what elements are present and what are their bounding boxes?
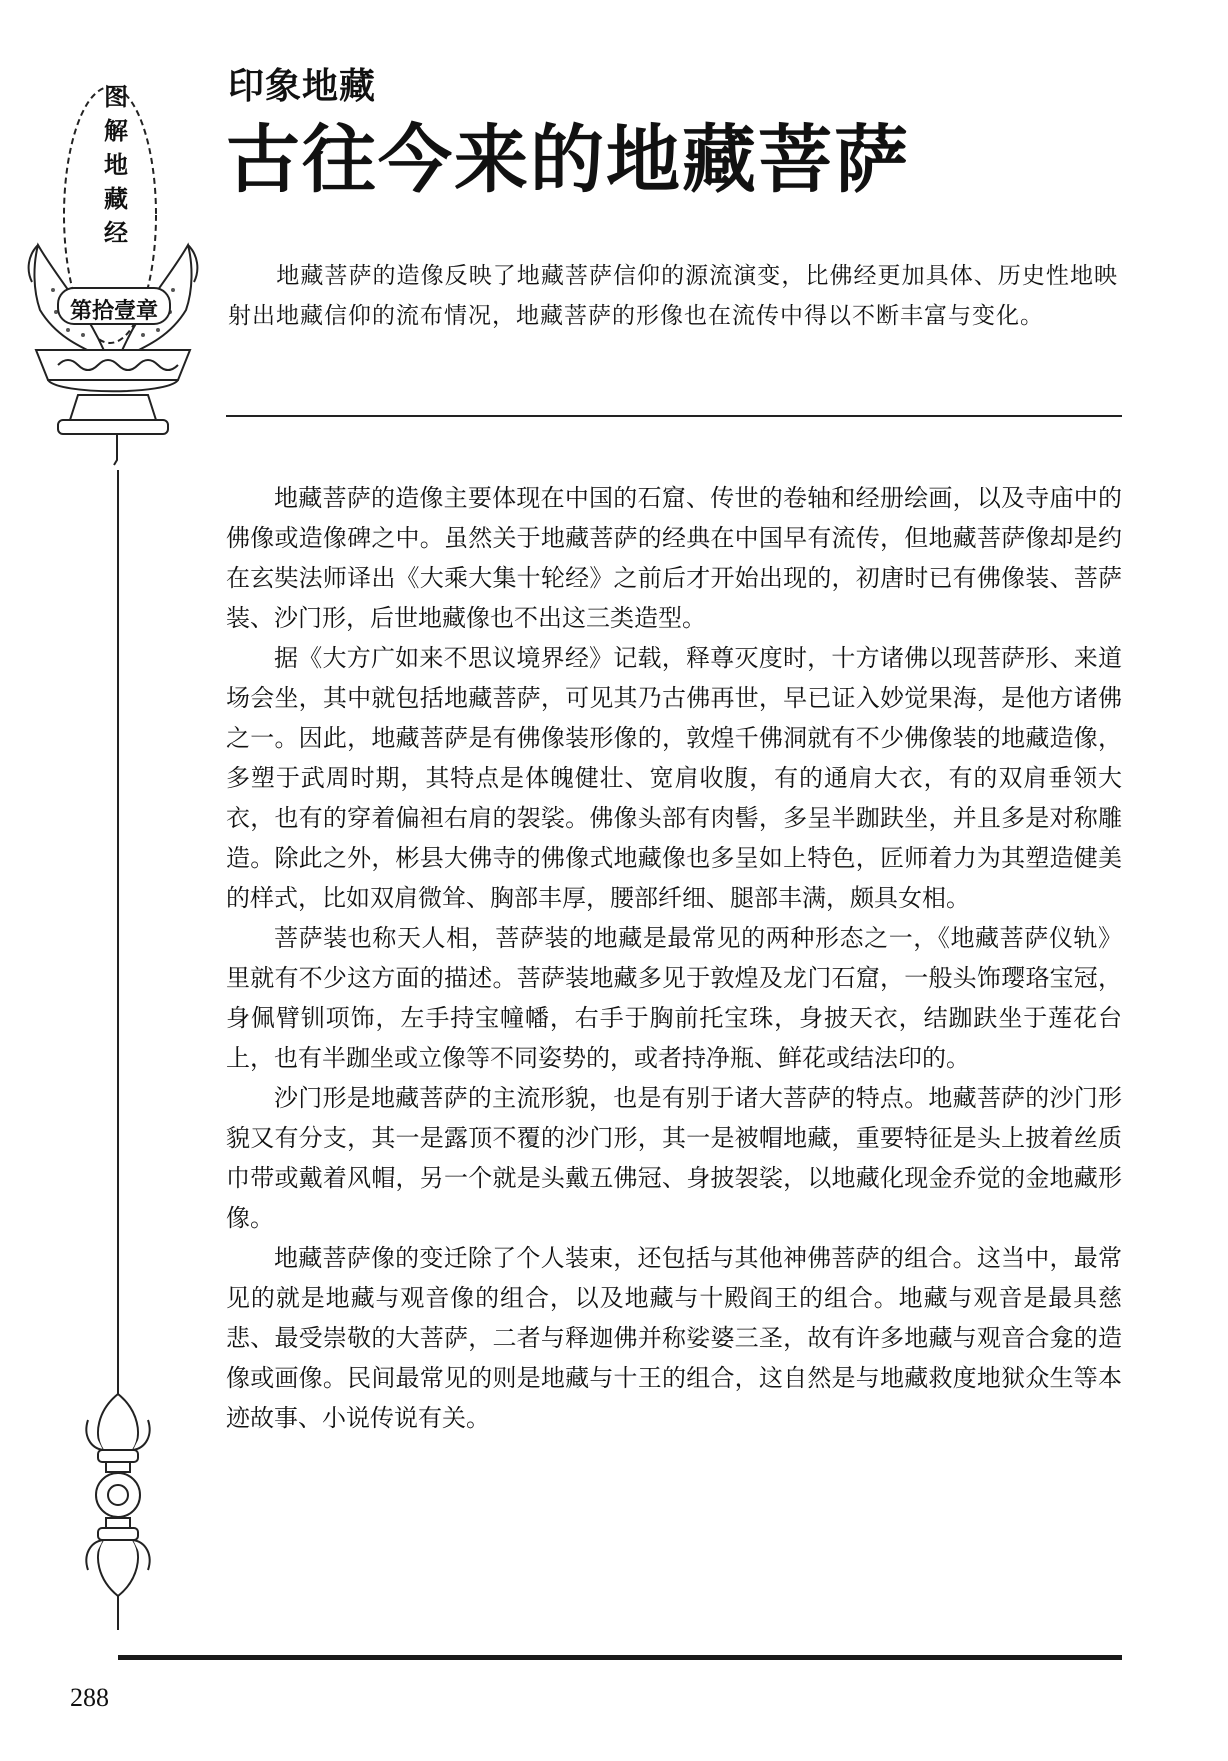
intro-paragraph: 地藏菩萨的造像反映了地藏菩萨信仰的源流演变，比佛经更加具体、历史性地映射出地藏信仰的流布情况，地藏菩萨的形像也在流传中得以不断丰富与变化。 <box>228 263 1118 329</box>
body-paragraph-5: 地藏菩萨像的变迁除了个人装束，还包括与其他神佛菩萨的组合。这当中，最常见的就是地藏与观音像的组合，以及地藏与十殿阎王的组合。地藏与观音是最具慈悲、最受崇敬的大菩萨，二者与释迦佛并称娑婆三圣，故有许多地藏与观音合龛的造像或画像。民间最常见的则是地藏与十王的组合，这自然是与地藏救度地狱众生等本迹故事、小说传说有关。 <box>226 1244 1122 1432</box>
body-paragraph-4: 沙门形是地藏菩萨的主流形貌，也是有别于诸大菩萨的特点。地藏菩萨的沙门形貌又有分支，其一是露顶不覆的沙门形，其一是被帽地藏，重要特征是头上披着丝质巾带或戴着风帽，另一个就是头戴五佛冠、身披袈裟，以地藏化现金乔觉的金地藏形像。 <box>226 1084 1122 1232</box>
body-paragraph-3: 菩萨装也称天人相，菩萨装的地藏是最常见的两种形态之一，《地藏菩萨仪轨》里就有不少这方面的描述。菩萨装地藏多见于敦煌及龙门石窟，一般头饰璎珞宝冠，身佩臂钏项饰，左手持宝幢幡，右手于胸前托宝珠，身披天衣，结跏趺坐于莲花台上，也有半跏坐或立像等不同姿势的，或者持净瓶、鲜花或结法印的。 <box>226 924 1122 1072</box>
book-char-1: 图 <box>104 82 128 111</box>
body-paragraph-2: 据《大方广如来不思议境界经》记载，释尊灭度时，十方诸佛以现菩萨形、来道场会坐，其中就包括地藏菩萨，可见其乃古佛再世，早已证入妙觉果海，是他方诸佛之一。因此，地藏菩萨是有佛像装形像的，敦煌千佛洞就有不少佛像装的地藏造像，多塑于武周时期，其特点是体魄健壮、宽肩收腹，有的通肩大衣，有的双肩垂领大衣，也有的穿着偏袒右肩的袈裟。佛像头部有肉髻，多呈半跏趺坐，并且多是对称雕造。除此之外，彬县大佛寺的佛像式地藏像也多呈如上特色，匠师着力为其塑造健美的样式，比如双肩微耸、胸部丰厚，腰部纤细、腿部丰满，颇具女相。 <box>226 644 1122 912</box>
vajra-icon <box>68 1390 168 1600</box>
chapter-label: 第拾壹章 <box>69 299 158 324</box>
page-number: 288 <box>70 1683 109 1712</box>
body-text <box>226 478 1122 1438</box>
book-char-4: 藏 <box>104 184 128 213</box>
body-paragraph-1: 地藏菩萨的造像主要体现在中国的石窟、传世的卷轴和经册绘画，以及寺庙中的佛像或造像碑之中。虽然关于地藏菩萨的经典在中国早有流传，但地藏菩萨像却是约在玄奘法师译出《大乘大集十轮经》之前后才开始出现的，初唐时已有佛像装、菩萨装、沙门形，后世地藏像也不出这三类造型。 <box>226 484 1122 632</box>
footer-rule <box>118 1655 1122 1660</box>
book-title-vertical <box>96 80 136 250</box>
book-char-3: 地 <box>104 150 128 179</box>
book-char-5: 经 <box>104 218 128 247</box>
page-title: 古往今来的地藏菩萨 <box>226 117 910 203</box>
title-divider <box>226 415 1122 417</box>
book-char-2: 解 <box>104 116 128 145</box>
section-subtitle: 印象地藏 <box>228 65 377 107</box>
